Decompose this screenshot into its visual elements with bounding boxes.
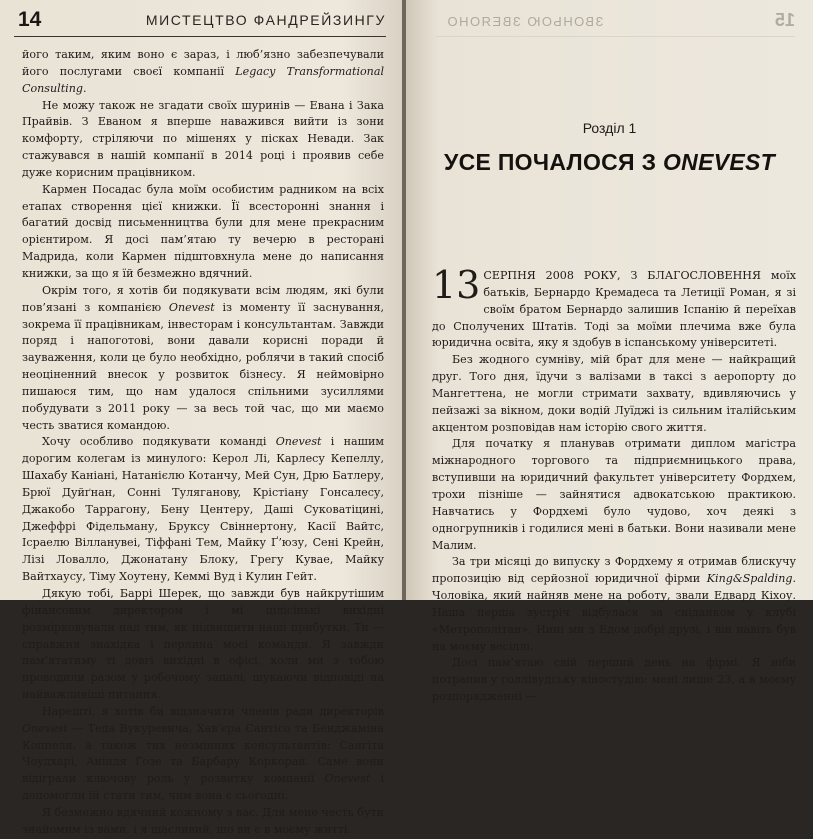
paragraph: Кармен Посадас була моїм особистим радником на всіх етапах створення цієї книжки. Її всесторонні знання і багатий досвід письменництва були для мене прекрасним орієнтиром. Я досі пам’ятаю ту вечерю в ресторані Мадрида, коли Кармен підштовхнула мене до написання книжки, за що я їй безмежно вдячний.: [22, 182, 384, 280]
page-number: 14: [18, 8, 42, 31]
drop-cap: 13: [432, 263, 481, 307]
paragraph: Досі пам’ятаю свій перший день на фірмі. Я ніби потрапив у голлівудську кіностудію: мені лише 23, а в моєму розпорядженні —: [432, 656, 796, 704]
chapter-label: Розділ 1: [582, 120, 637, 136]
paragraph: Я безмежно вдячний кожному з вас. Для мене честь бути знайомим із вами, і я щасливий, що ви є в моєму житті.: [22, 805, 384, 836]
right-body-text: [432, 263, 796, 706]
paragraph: його таким, яким воно є зараз, і люб’язно забезпечували його послугами своєї компанії Legacy Transformational Consulting.: [22, 48, 384, 95]
chapter-title-text: УСЕ ПОЧАЛОСЯ З: [444, 149, 663, 175]
bleed-through-title: ЗВОНЬОЮ ЗВЕЯОНО: [446, 14, 604, 29]
bleed-through-header: [436, 10, 795, 37]
paragraph: Нарешті, я хотів би відзначити членів ради директорів Onevest — Теда Вукуревича, Хав’єра Сантісо та Бенджаміна Коппеля, а також тих незмінних консультантів: Сангіта Чоудхарі, Аніндя Гозе та Барбару Коркоран. Саме вони відіграли ключову роль у розвитку компанії Onevest і допомогли їй стати тим, чим вона є сьогодні.: [22, 704, 385, 803]
italic-term: Onevest: [275, 435, 322, 449]
chapter-title-brand: ONEVEST: [662, 149, 775, 175]
bleed-through-page-number: 15: [774, 10, 795, 30]
paragraph: Не можу також не згадати своїх шуринів — Евана і Зака Прайвів. З Еваном я вперше наважився вийти із зони комфорту, стріляючи по мішенях у пісках Невади. Зак стажувався в нашій компанії в 2014 році і проявив себе дуже корисним працівником.: [22, 98, 384, 179]
italic-term: King&Spalding: [706, 572, 793, 586]
paragraph: Для початку я планував отримати диплом магістра міжнародного торгового та підприємницького права, вступивши на юридичний факультет університету Фордхем, трохи пізніше — зайнятися адвокатською практикою. Навчатись у Фордхемі було чудово, хоч деякі з одногрупників і годилися мені в батьки. Вони називали мене Малим.: [432, 437, 796, 552]
paragraph: Хочу особливо подякувати команді Onevest і нашим дорогим колегам із минулого: Керол Лі, Карлесу Кепеллу, Шахабу Каніані, Натанієлю Котанчу, Мей Сун, Дрю Батлеру, Брюї Дуйґнан, Сонні Тулягановy, Крістіану Гонсалесу, Джакобо Таррагону, Бену Центеру, Даші Суковатіцині, Джеффрі Фідельману, Бруксу Свіннертону, Касії Вайтс, Ісраелю Вілланувеі, Тіффані Тем, Майку Ґ’юзу, Сені Крейн, Лізі Ловалло, Джонатану Блоку, Грегу Кувае, Майку Вайтхаусу, Тіму Хоутену, Кеммі Вуд і Кулин Гейт.: [22, 435, 384, 584]
running-title: МИСТЕЦТВО ФАНДРЕЙЗИНГУ: [145, 12, 386, 28]
paragraph: 13 СЕРПНЯ 2008 РОКУ, З БЛАГОСЛОВЕННЯ моїх батьків, Бернардо Кремадеса та Летиції Роман, я зі своїм братом Бернардо залишив Іспанію й переїхав до Сполучених Штатів. Тоді за моїми плечима вже була юридична освіта, яку я здобув в іспанському університеті.: [432, 263, 796, 350]
left-page: [0, 0, 404, 836]
paragraph: Дякую тобі, Баррі Шерек, що завжди був найкрутішим фінансовим директором і мі цілісінькі вихідні розмірковували над тим, як підвищити наші прибутки. Ти — справжня знахідка і перлина моєї команди. Я завжди пам’ятатиму ті довгі вихідні в офісі, коли ми з тобою проводили разом у робочому запалі, шукаючи відповіді на найважливіші питання.: [22, 587, 384, 702]
right-page: [406, 0, 813, 704]
paragraph: Без жодного сумніву, мій брат для мене — найкращий друг. Того дня, їдучи з валізами в таксі з аеропорту до Мангеттена, не могли стримати захвату, вдивляючись у пейзажі за вікном, доки водій Луїджі із сильним італійським акцентом розповідав нам історію свого життя.: [432, 353, 796, 434]
left-body-text: [22, 47, 384, 839]
chapter-title: [406, 149, 813, 176]
italic-term: Onevest: [168, 300, 215, 314]
italic-term: Onevest: [324, 772, 371, 786]
paragraph: За три місяці до випуску з Фордхему я отримав блискучу пропозицію від серйозної юридичної фірми King&Spalding. Чоловіка, який найняв мене на роботу, звали Едвард Кіхоу. Наша перша зустріч відбулася за сніданком у клубі «Метрополітан». Нині ми з Едом добрі друзі, і він навіть був на моєму весіллі.: [432, 555, 796, 653]
paragraph: Окрім того, я хотів би подякувати всім людям, які були пов’язані з компанією Onevest із моменту її заснування, зокрема її працівникам, інвесторам і консультантам. Завжди поряд і напоготові, вони давали корисні поради й зауваження, коли це було необхідно, роблячи в такий спосіб неоціненний внесок у розвиток бізнесу. Я неймовірно пишаюся тим, що нам удалося спільними зусиллями побудувати з 2011 року — за весь той час, що ми маємо честь зватися командою.: [22, 283, 384, 432]
page-header: [14, 6, 386, 37]
italic-term: Onevest: [22, 721, 68, 735]
italic-term: Legacy Transformational Consulting: [22, 64, 384, 95]
